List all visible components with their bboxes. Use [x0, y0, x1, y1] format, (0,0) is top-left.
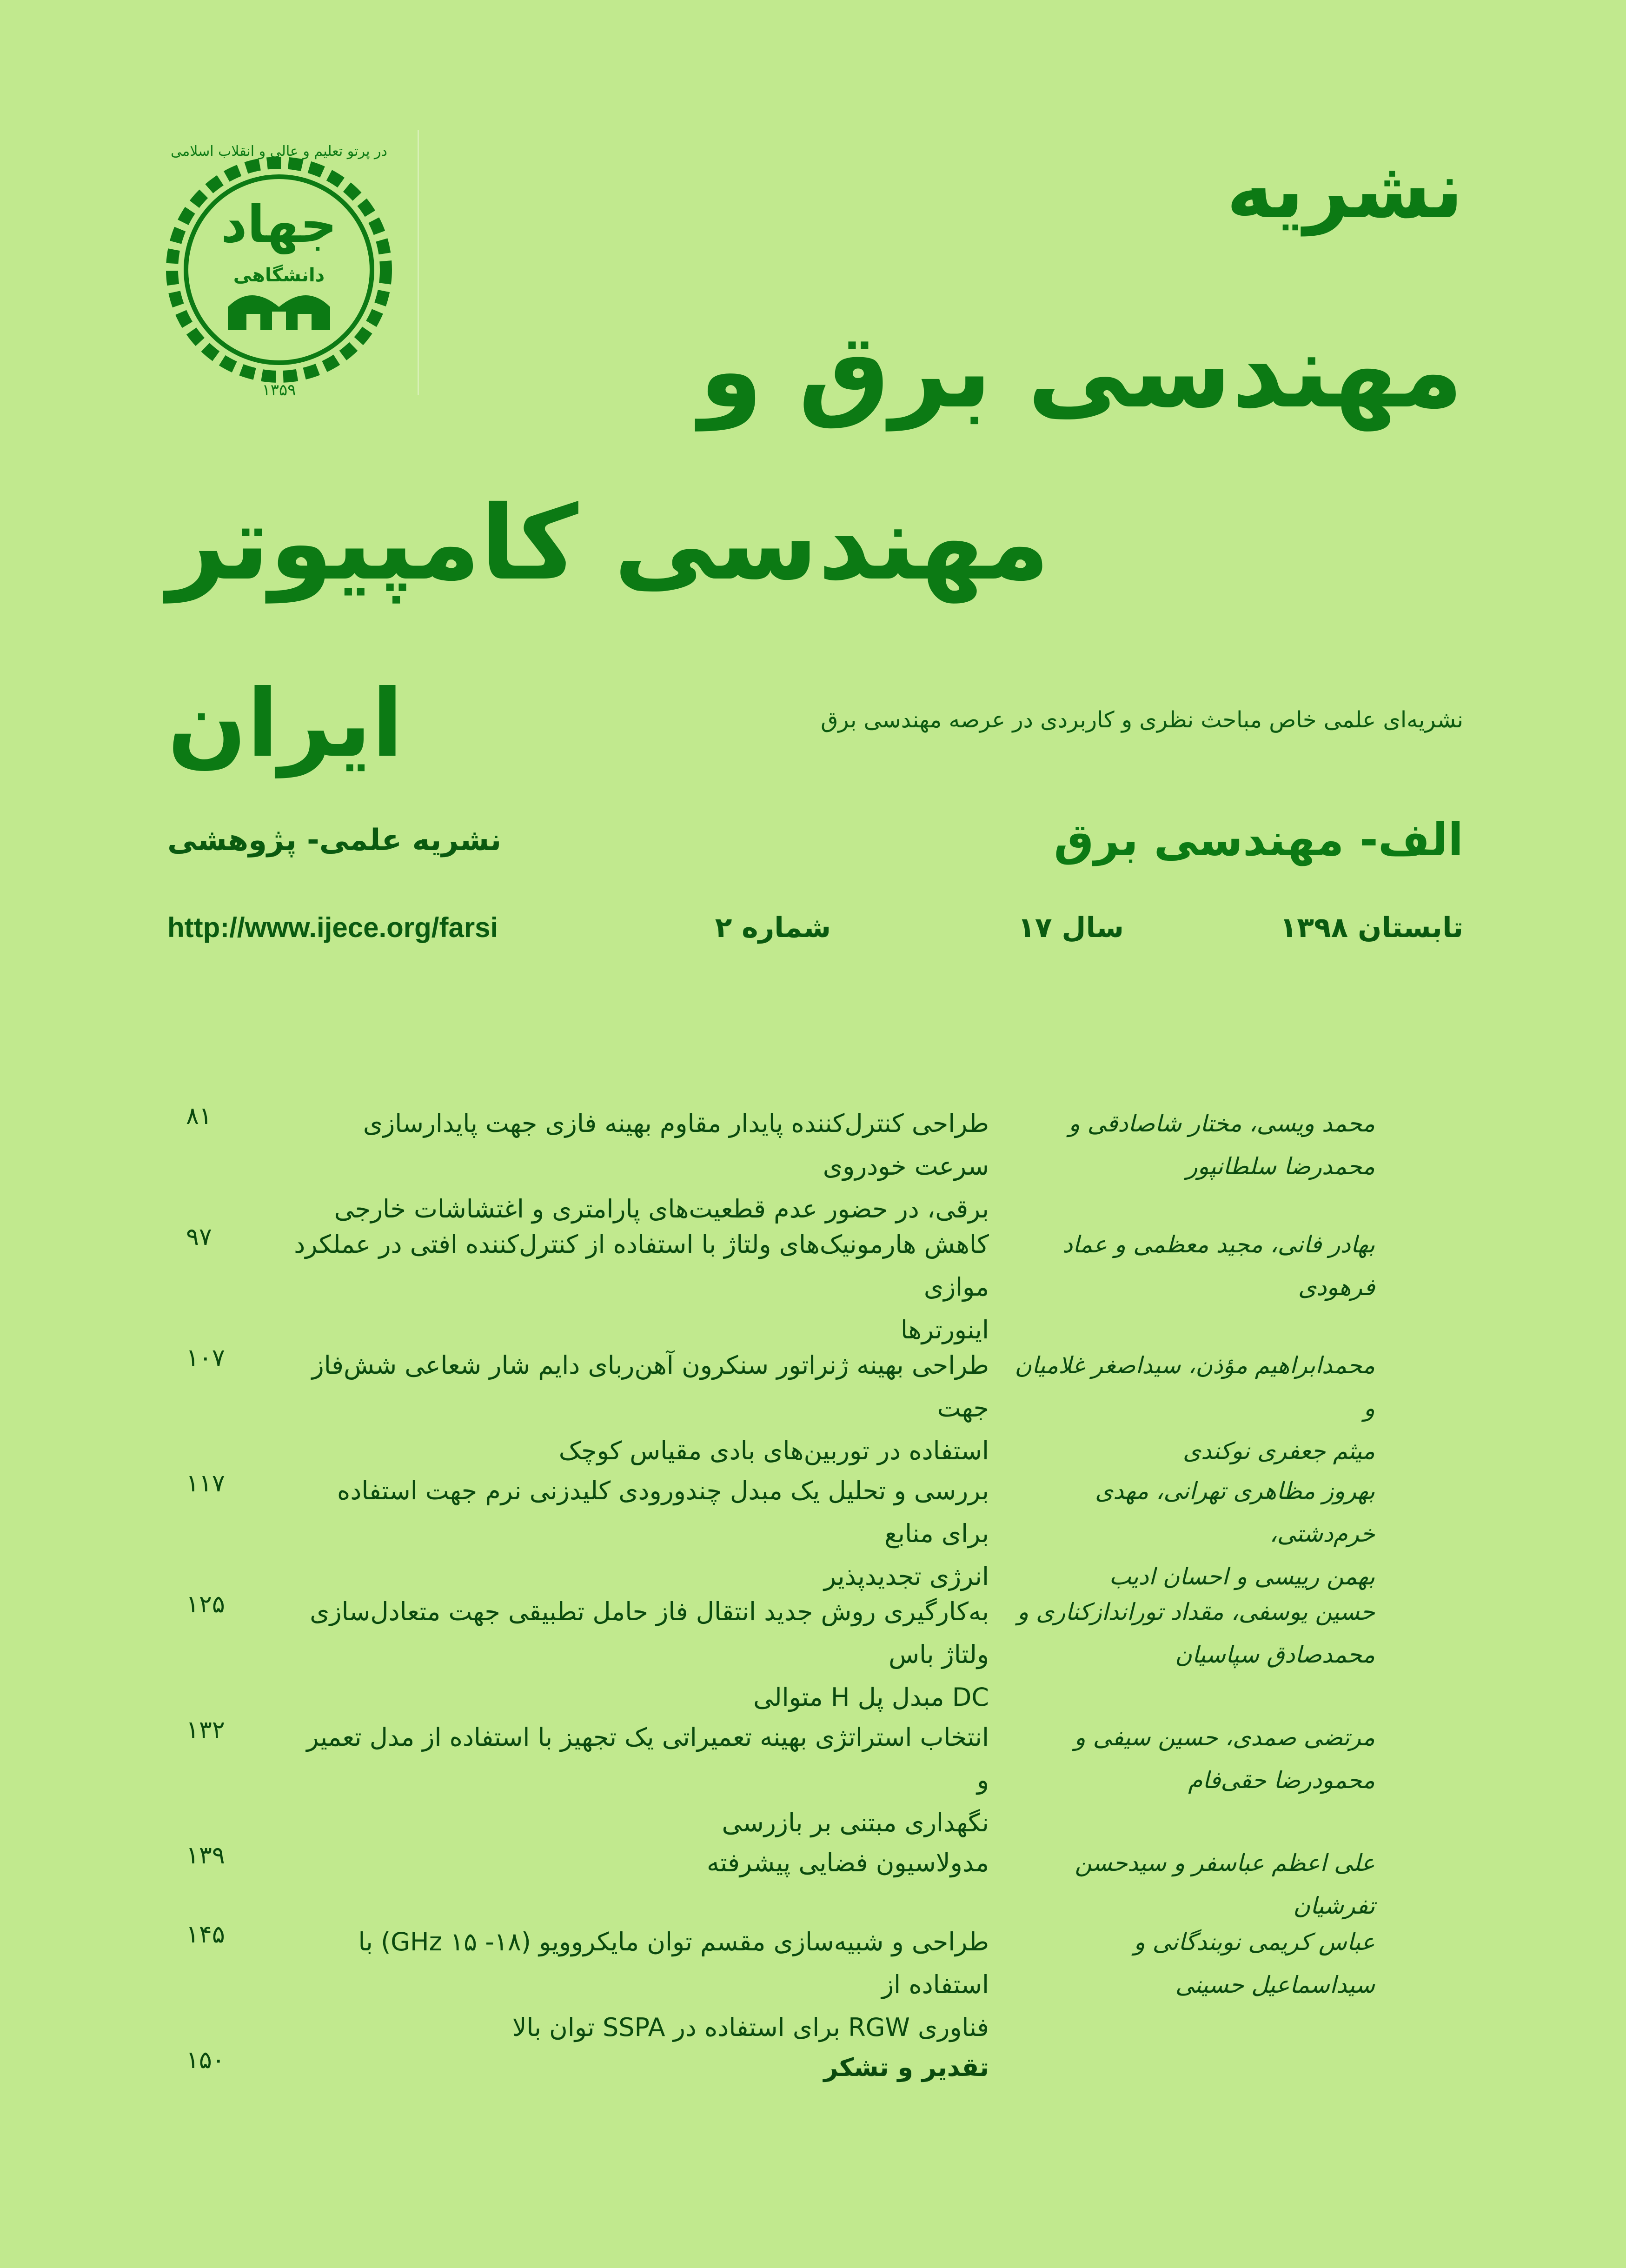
toc-authors: مرتضی صمدی، حسین سیفی و محمودرضا حقی‌فام [1074, 1724, 1375, 1794]
toc-title: انتخاب استراتژی بهینه تعمیراتی یک تجهیز با استفاده از مدل تعمیر و نگهداری مبتنی بر بازرسی [306, 1723, 989, 1837]
toc-page-number: ۸۱ [186, 1102, 212, 1130]
toc-page-number: ۱۰۷ [186, 1344, 225, 1372]
journal-url[interactable]: http://www.ijece.org/farsi [167, 912, 498, 943]
logo-emblem-icon [158, 135, 400, 405]
journal-title-line2: مهندسی کامپیوتر [167, 484, 1050, 603]
toc-authors: عباس کریمی نوبندگانی و سیداسماعیل حسینی [1134, 1929, 1375, 1998]
toc-title: بررسی و تحلیل یک مبدل چندورودی کلیدزنی نرم جهت استفاده برای منابع انرژی تجدیدپذیر [337, 1476, 989, 1591]
issue-season: تابستان ۱۳۹۸ [1280, 911, 1463, 944]
journal-subtitle: نشریه‌ای علمی خاص مباحث نظری و کاربردی در عرصه مهندسی برق [821, 707, 1463, 733]
toc-title: کاهش هارمونیک‌های ولتاژ با استفاده از کنترل‌کننده افتی در عملکرد موازی اینورترها [294, 1230, 989, 1344]
toc-page-number: ۱۴۵ [186, 1921, 225, 1949]
toc-title: طراحی بهینه ژنراتور سنکرون آهن‌ربای دایم شار شعاعی شش‌فاز جهت استفاده در توربین‌های بادی مقیاس کوچک [312, 1350, 989, 1465]
toc-authors: محمد ویسی، مختار شاصادقی و محمدرضا سلطانپور [1069, 1110, 1375, 1180]
toc-authors: حسین یوسفی، مقداد توراندازکناری و محمدصادق سپاسیان [1017, 1598, 1375, 1668]
journal-part: الف- مهندسی برق [1054, 814, 1463, 866]
toc-title: طراحی و شبیه‌سازی مقسم توان مایکروویو (۱۸- ۱۵ GHz) با استفاده از فناوری RGW برای استفاده در SSPA توان بالا [358, 1927, 989, 2042]
jahad-daneshgahi-logo [158, 135, 400, 405]
journal-word: نشریه [1226, 144, 1463, 236]
toc-authors: محمدابراهیم مؤذن، سیداصغر غلامیان و میثم جعفری نوکندی [1015, 1352, 1375, 1464]
toc-page-number: ۱۳۲ [186, 1716, 225, 1744]
issue-number: شماره ۲ [715, 911, 831, 944]
journal-title-line3: ایران [167, 670, 404, 778]
header-divider [418, 130, 419, 395]
toc-page-number: ۱۲۵ [186, 1590, 225, 1618]
logo-name: جهاد [221, 194, 337, 254]
issue-year: سال ۱۷ [1018, 911, 1124, 944]
toc-page-number: ۱۳۹ [186, 1842, 225, 1869]
toc-page-number: ۱۵۰ [186, 2046, 225, 2074]
logo-subname: دانشگاهی [233, 265, 325, 286]
toc-title: تقدیر و تشکر [823, 2053, 989, 2082]
logo-arc-text: در پرتو تعلیم و عالی و انقلاب اسلامی [171, 143, 387, 160]
journal-title-line1: مهندسی برق و [699, 312, 1463, 431]
toc-authors: علی اعظم عباسفر و سیدحسن تفرشیان [1075, 1849, 1375, 1919]
logo-year: ۱۳۵۹ [262, 381, 296, 399]
toc-title: به‌کارگیری روش جدید انتقال فاز حامل تطبیقی جهت متعادل‌سازی ولتاژ باس DC مبدل پل H متوالی [310, 1597, 989, 1712]
toc-page-number: ۱۱۷ [186, 1470, 225, 1497]
toc-title: مدولاسیون فضایی پیشرفته [706, 1848, 989, 1877]
toc-authors: بهروز مظاهری تهرانی، مهدی خرم‌دشتی، بهمن رییسی و احسان ادیب [1095, 1477, 1375, 1590]
toc-authors: بهادر فانی، مجید معظمی و عماد فرهودی [1062, 1231, 1375, 1301]
toc-title: طراحی کنترل‌کننده پایدار مقاوم بهینه فازی جهت پایدارسازی سرعت خودروی برقی، در حضور عدم قطعیت‌های پارامتری و اغتشاشات خارجی [334, 1109, 989, 1224]
toc-page-number: ۹۷ [186, 1223, 212, 1251]
journal-type: نشریه علمی- پژوهشی [167, 823, 502, 858]
